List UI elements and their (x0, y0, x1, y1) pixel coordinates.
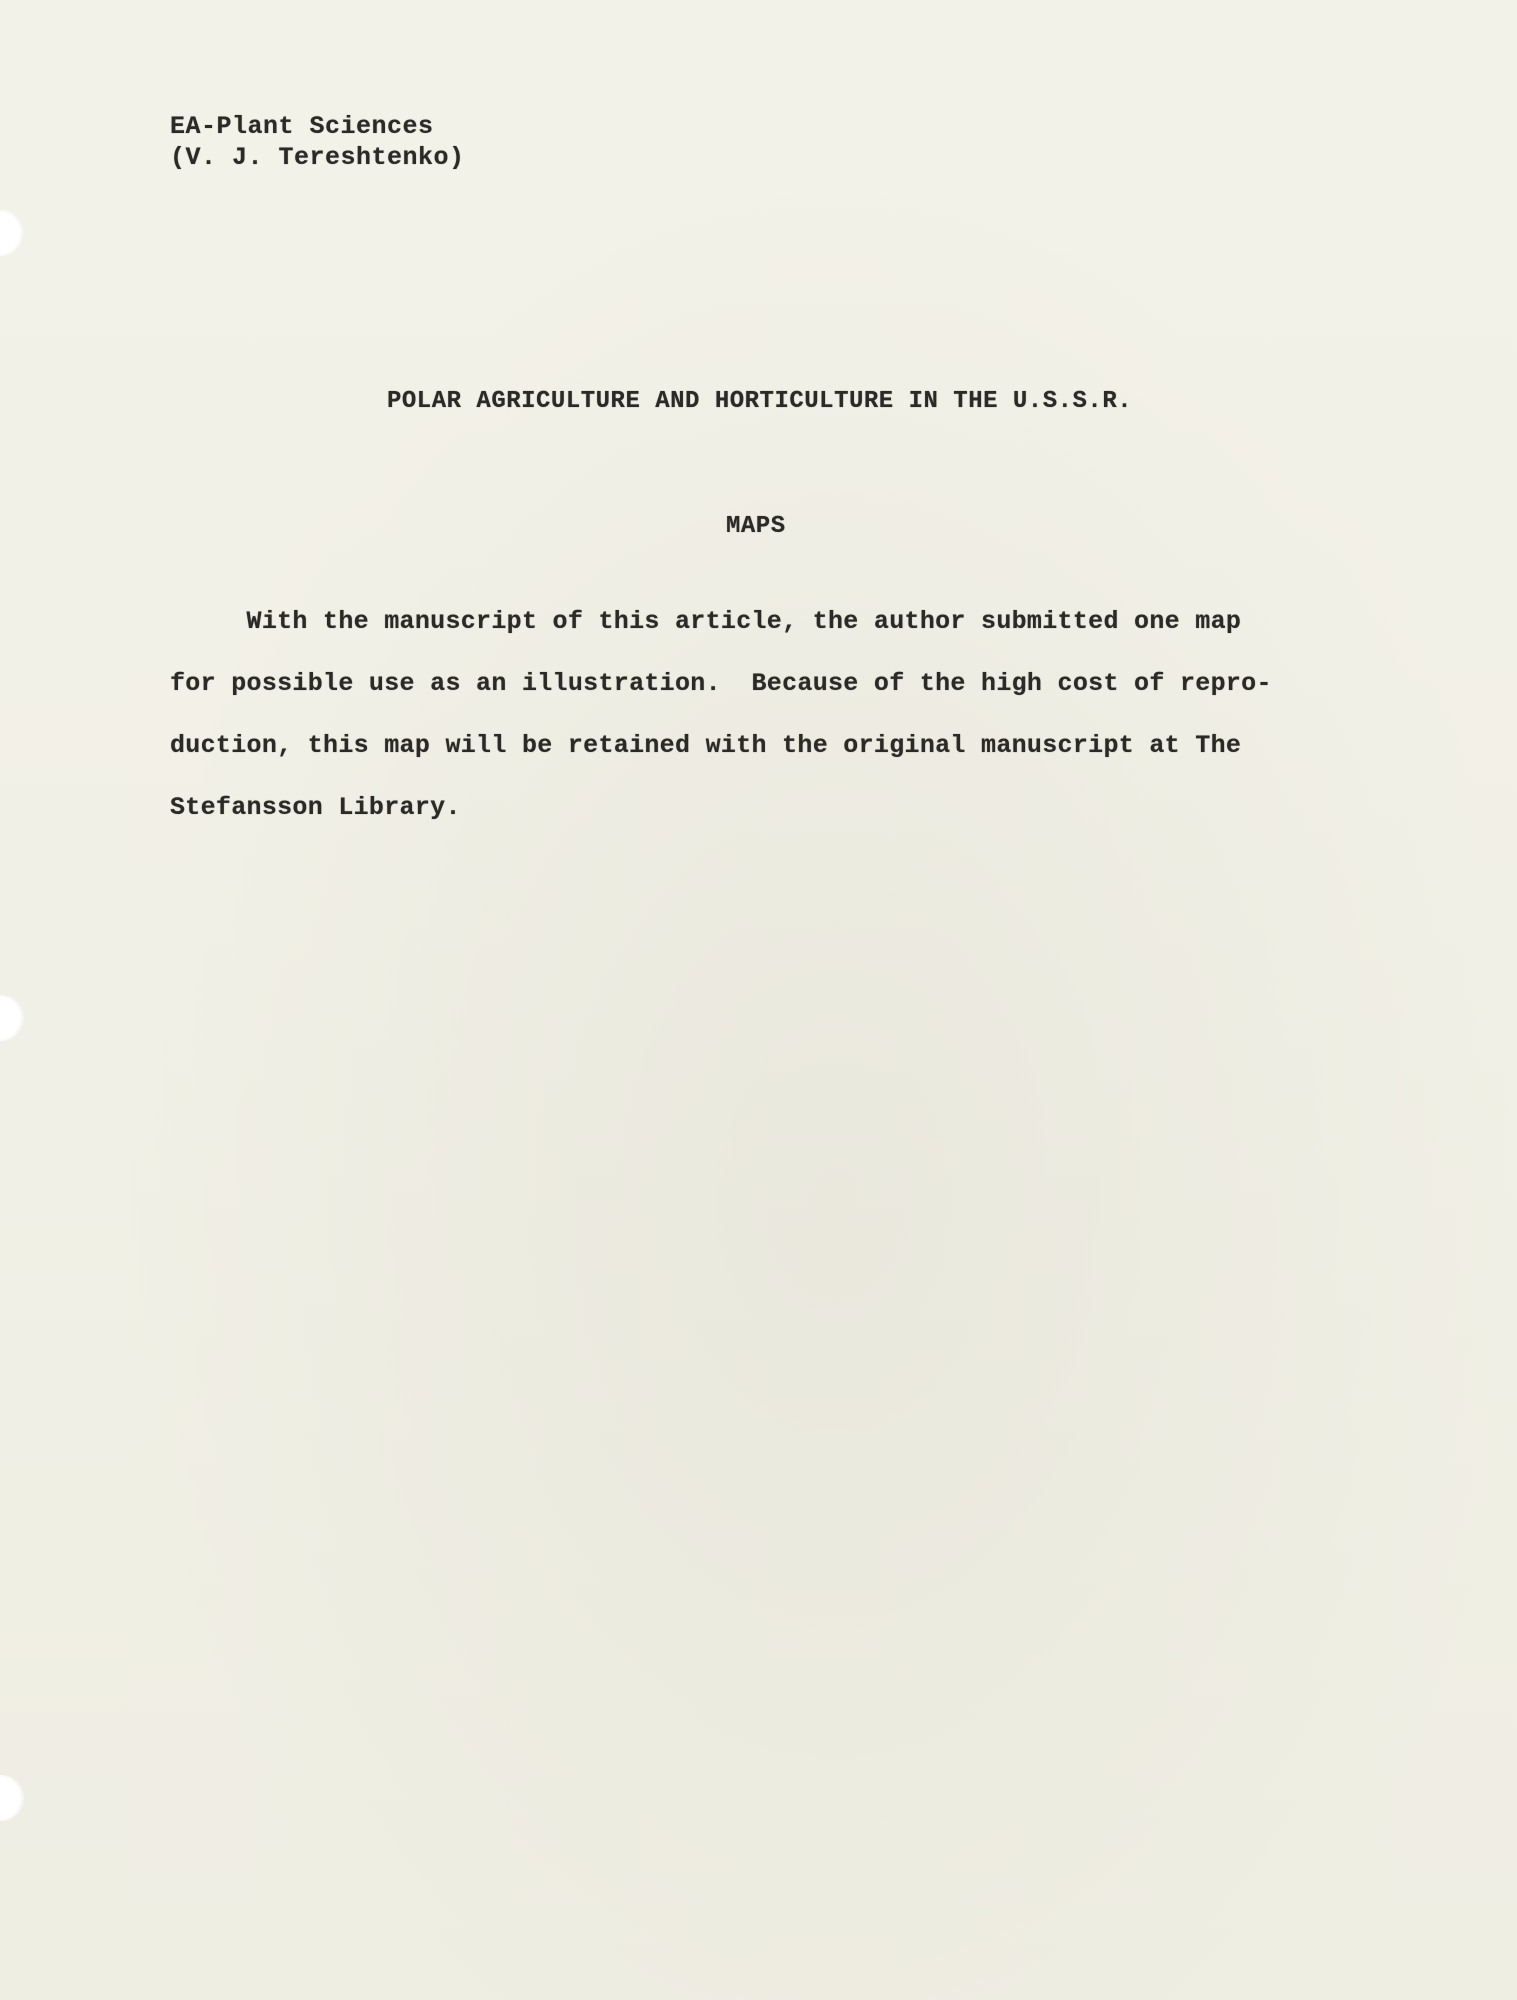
punch-hole (0, 995, 24, 1041)
header-department: EA-Plant Sciences (170, 112, 434, 141)
document-title: POLAR AGRICULTURE AND HORTICULTURE IN THE U.S.S.R. (387, 388, 1133, 415)
punch-hole (0, 1775, 24, 1821)
header-author: (V. J. Tereshtenko) (170, 143, 465, 172)
paragraph-line: for possible use as an illustration. Because of the high cost of repro- (170, 669, 1272, 698)
punch-hole (0, 210, 24, 256)
paragraph-line: duction, this map will be retained with the original manuscript at The (170, 731, 1242, 760)
section-heading: MAPS (726, 513, 786, 540)
paragraph-line: With the manuscript of this article, the author submitted one map (170, 607, 1242, 636)
paragraph-line: Stefansson Library. (170, 793, 461, 822)
